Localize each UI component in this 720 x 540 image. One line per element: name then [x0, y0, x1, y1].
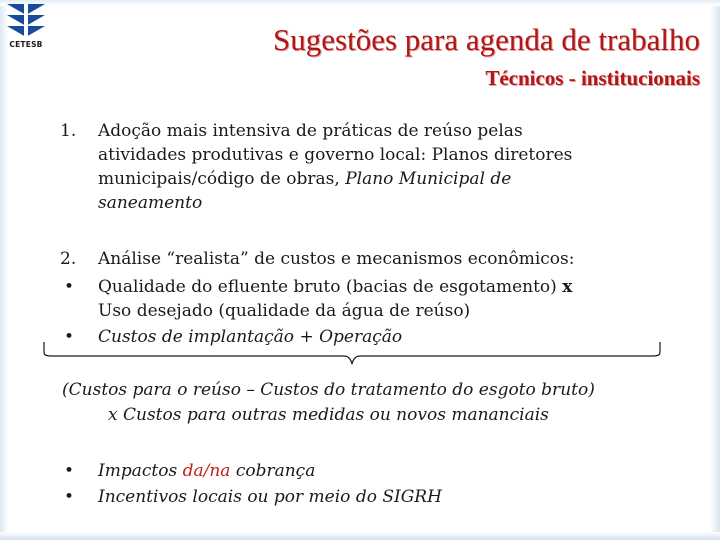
slide-subtitle: Técnicos - institucionais [485, 66, 700, 90]
bullet: • [64, 327, 75, 347]
list-item-line: Adoção mais intensiva de práticas de reúso pelas [98, 121, 523, 141]
logo-text: CETESB [9, 40, 43, 49]
plan-name-cont: saneamento [98, 193, 203, 213]
list-item-text: municipais/código de obras, [98, 169, 340, 189]
frame-left [0, 0, 8, 540]
list-number: 1. [60, 121, 77, 141]
cetesb-logo [4, 2, 48, 52]
bottom-bullet-text: Incentivos locais ou por meio do SIGRH [98, 487, 442, 507]
plan-name: Plano Municipal de [345, 169, 512, 189]
sub-bullet-text: Custos de implantação + Operação [98, 327, 403, 347]
list-item-line [98, 168, 511, 190]
bullet: • [64, 461, 75, 481]
highlight-text: da/na [182, 461, 231, 481]
frame-top [0, 0, 720, 6]
list-number: 2. [60, 249, 77, 269]
underbrace-icon [42, 338, 662, 374]
text-before: Impactos [98, 461, 183, 481]
bottom-bullet-text [98, 460, 315, 482]
sub-bullet-text: Qualidade do efluente bruto (bacias de esgotamento) [98, 277, 557, 297]
formula-line-2: x Custos para outras medidas ou novos mananciais [108, 405, 549, 425]
slide-title: Sugestões para agenda de trabalho [273, 22, 700, 57]
list-item-line: Análise “realista” de custos e mecanismos econômicos: [98, 249, 575, 269]
sub-bullet-line [98, 276, 572, 298]
times-operator: x [562, 277, 573, 297]
bullet: • [64, 487, 75, 507]
frame-bottom [0, 532, 720, 540]
sub-bullet-text: Uso desejado (qualidade da água de reúso) [98, 301, 471, 321]
list-item-line: atividades produtivas e governo local: Planos diretores [98, 145, 573, 165]
formula-line-1: (Custos para o reúso – Custos do tratamento do esgoto bruto) [62, 380, 595, 400]
bullet: • [64, 277, 75, 297]
frame-right [710, 0, 720, 540]
text-after: cobrança [230, 461, 316, 481]
cetesb-emblem-icon [4, 2, 48, 40]
